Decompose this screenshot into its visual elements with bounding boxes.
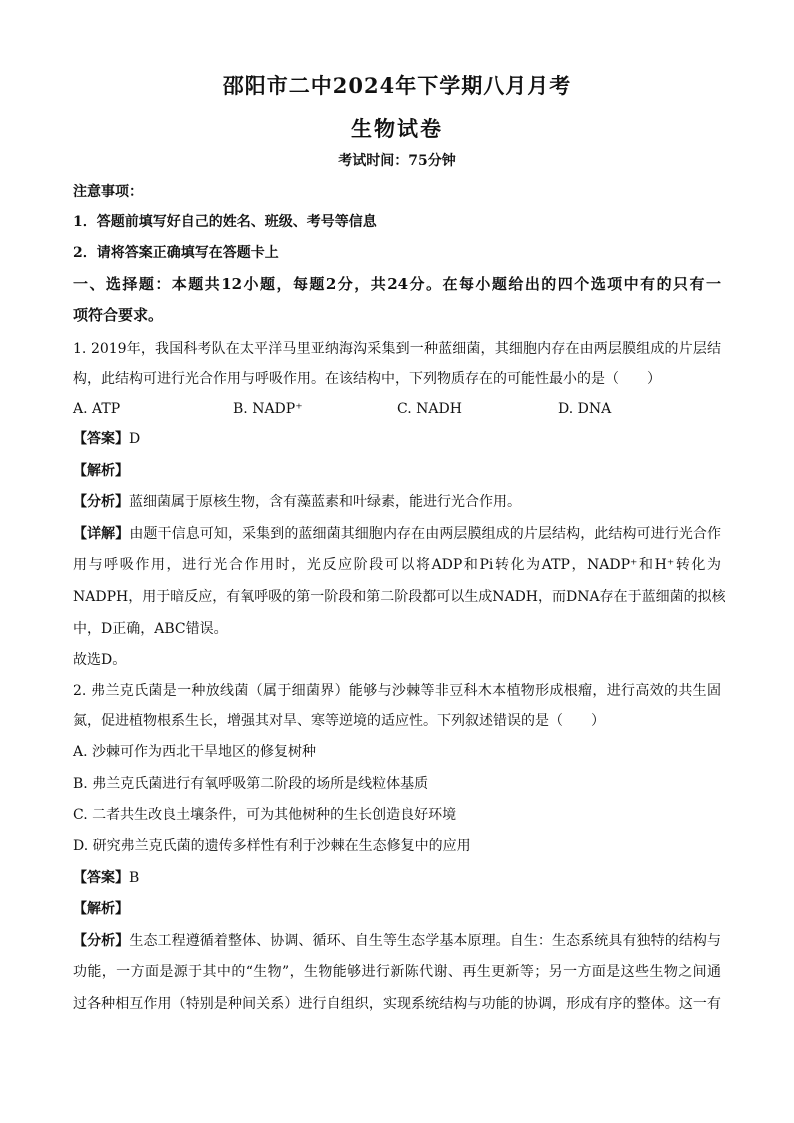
q2-stem-cont: 氮，促进植物根系生长，增强其对旱、寒等逆境的适应性。下列叙述错误的是（ ） <box>73 713 605 729</box>
notice-item: 2．请将答案正确填写在答题卡上 <box>73 245 279 261</box>
q2-option-b: B. 弗兰克氏菌进行有氧呼吸第二阶段的场所是线粒体基质 <box>73 776 429 792</box>
fenxi-tag: 【分析】 <box>73 933 130 949</box>
page-subtitle: 生物试卷 <box>351 116 443 141</box>
q2-fenxi-cont: 过各种相互作用（特别是种间关系）进行自组织，实现系统结构与功能的协调，形成有序的整体。这一有 <box>73 996 721 1012</box>
q1-option-a: A. ATP <box>73 401 121 417</box>
answer-tag: 【答案】 <box>73 870 129 886</box>
answer-value: D <box>129 431 141 447</box>
q2-option-a: A. 沙棘可作为西北干旱地区的修复树种 <box>73 744 317 760</box>
q1-detail <box>73 524 721 544</box>
fenxi-tag: 【分析】 <box>73 494 129 510</box>
q1-detail-cont: NADPH，用于暗反应，有氧呼吸的第一阶段和第二阶段都可以生成NADH，而DNA存在于蓝细菌的拟核 <box>73 589 726 605</box>
q2-fenxi <box>73 931 721 951</box>
q1-conclusion: 故选D。 <box>73 652 127 668</box>
fenxi-text: 蓝细菌属于原核生物，含有藻蓝素和叶绿素，能进行光合作用。 <box>129 494 521 510</box>
q1-detail-cont: 用与呼吸作用，进行光合作用时，光反应阶段可以将ADP和Pi转化为ATP，NADP⁺和H⁺转化为 <box>73 557 721 573</box>
q1-fenxi <box>73 492 721 512</box>
q1-analysis <box>73 461 721 481</box>
q1-option-d: D. DNA <box>558 401 612 417</box>
q2-option-d: D. 研究弗兰克氏菌的遗传多样性有利于沙棘在生态修复中的应用 <box>73 838 471 854</box>
answer-value: B <box>129 870 140 886</box>
analysis-tag: 【解析】 <box>73 901 129 917</box>
q1-stem-cont: 构，此结构可进行光合作用与呼吸作用。在该结构中，下列物质存在的可能性最小的是（ ） <box>73 371 661 387</box>
q2-answer <box>73 868 721 888</box>
analysis-tag: 【解析】 <box>73 463 129 479</box>
q2-option-c: C. 二者共生改良土壤条件，可为其他树种的生长创造良好环境 <box>73 807 457 823</box>
section-heading: 一、选择题：本题共12小题，每题2分，共24分。在每小题给出的四个选项中有的只有一 <box>73 275 721 293</box>
notice-heading: 注意事项： <box>73 184 143 200</box>
detail-text: 由题干信息可知，采集到的蓝细菌其细胞内存在由两层膜组成的片层结构，此结构可进行光合作 <box>129 526 722 542</box>
page-title: 邵阳市二中2024年下学期八月月考 <box>222 73 572 98</box>
q2-analysis <box>73 899 721 919</box>
notice-item: 1．答题前填写好自己的姓名、班级、考号等信息 <box>73 214 377 230</box>
exam-time: 考试时间：75分钟 <box>338 153 456 169</box>
detail-tag: 【详解】 <box>73 526 130 542</box>
q2-stem: 2. 弗兰克氏菌是一种放线菌（属于细菌界）能够与沙棘等非豆科木本植物形成根瘤，进行高效的共生固 <box>73 683 721 699</box>
section-heading-cont: 项符合要求。 <box>73 306 164 324</box>
q1-detail-cont: 中，D正确，ABC错误。 <box>73 621 228 637</box>
answer-tag: 【答案】 <box>73 431 129 447</box>
q1-option-c: C. NADH <box>397 401 462 417</box>
q1-stem: 1. 2019年，我国科考队在太平洋马里亚纳海沟采集到一种蓝细菌，其细胞内存在由两层膜组成的片层结 <box>73 341 721 357</box>
q1-option-b: B. NADP⁺ <box>233 401 303 417</box>
q2-fenxi-cont: 功能，一方面是源于其中的“生物”，生物能够进行新陈代谢、再生更新等；另一方面是这些生物之间通 <box>73 964 721 980</box>
fenxi-text: 生态工程遵循着整体、协调、循环、自生等生态学基本原理。自生：生态系统具有独特的结构与 <box>129 933 722 949</box>
q1-answer <box>73 429 721 449</box>
